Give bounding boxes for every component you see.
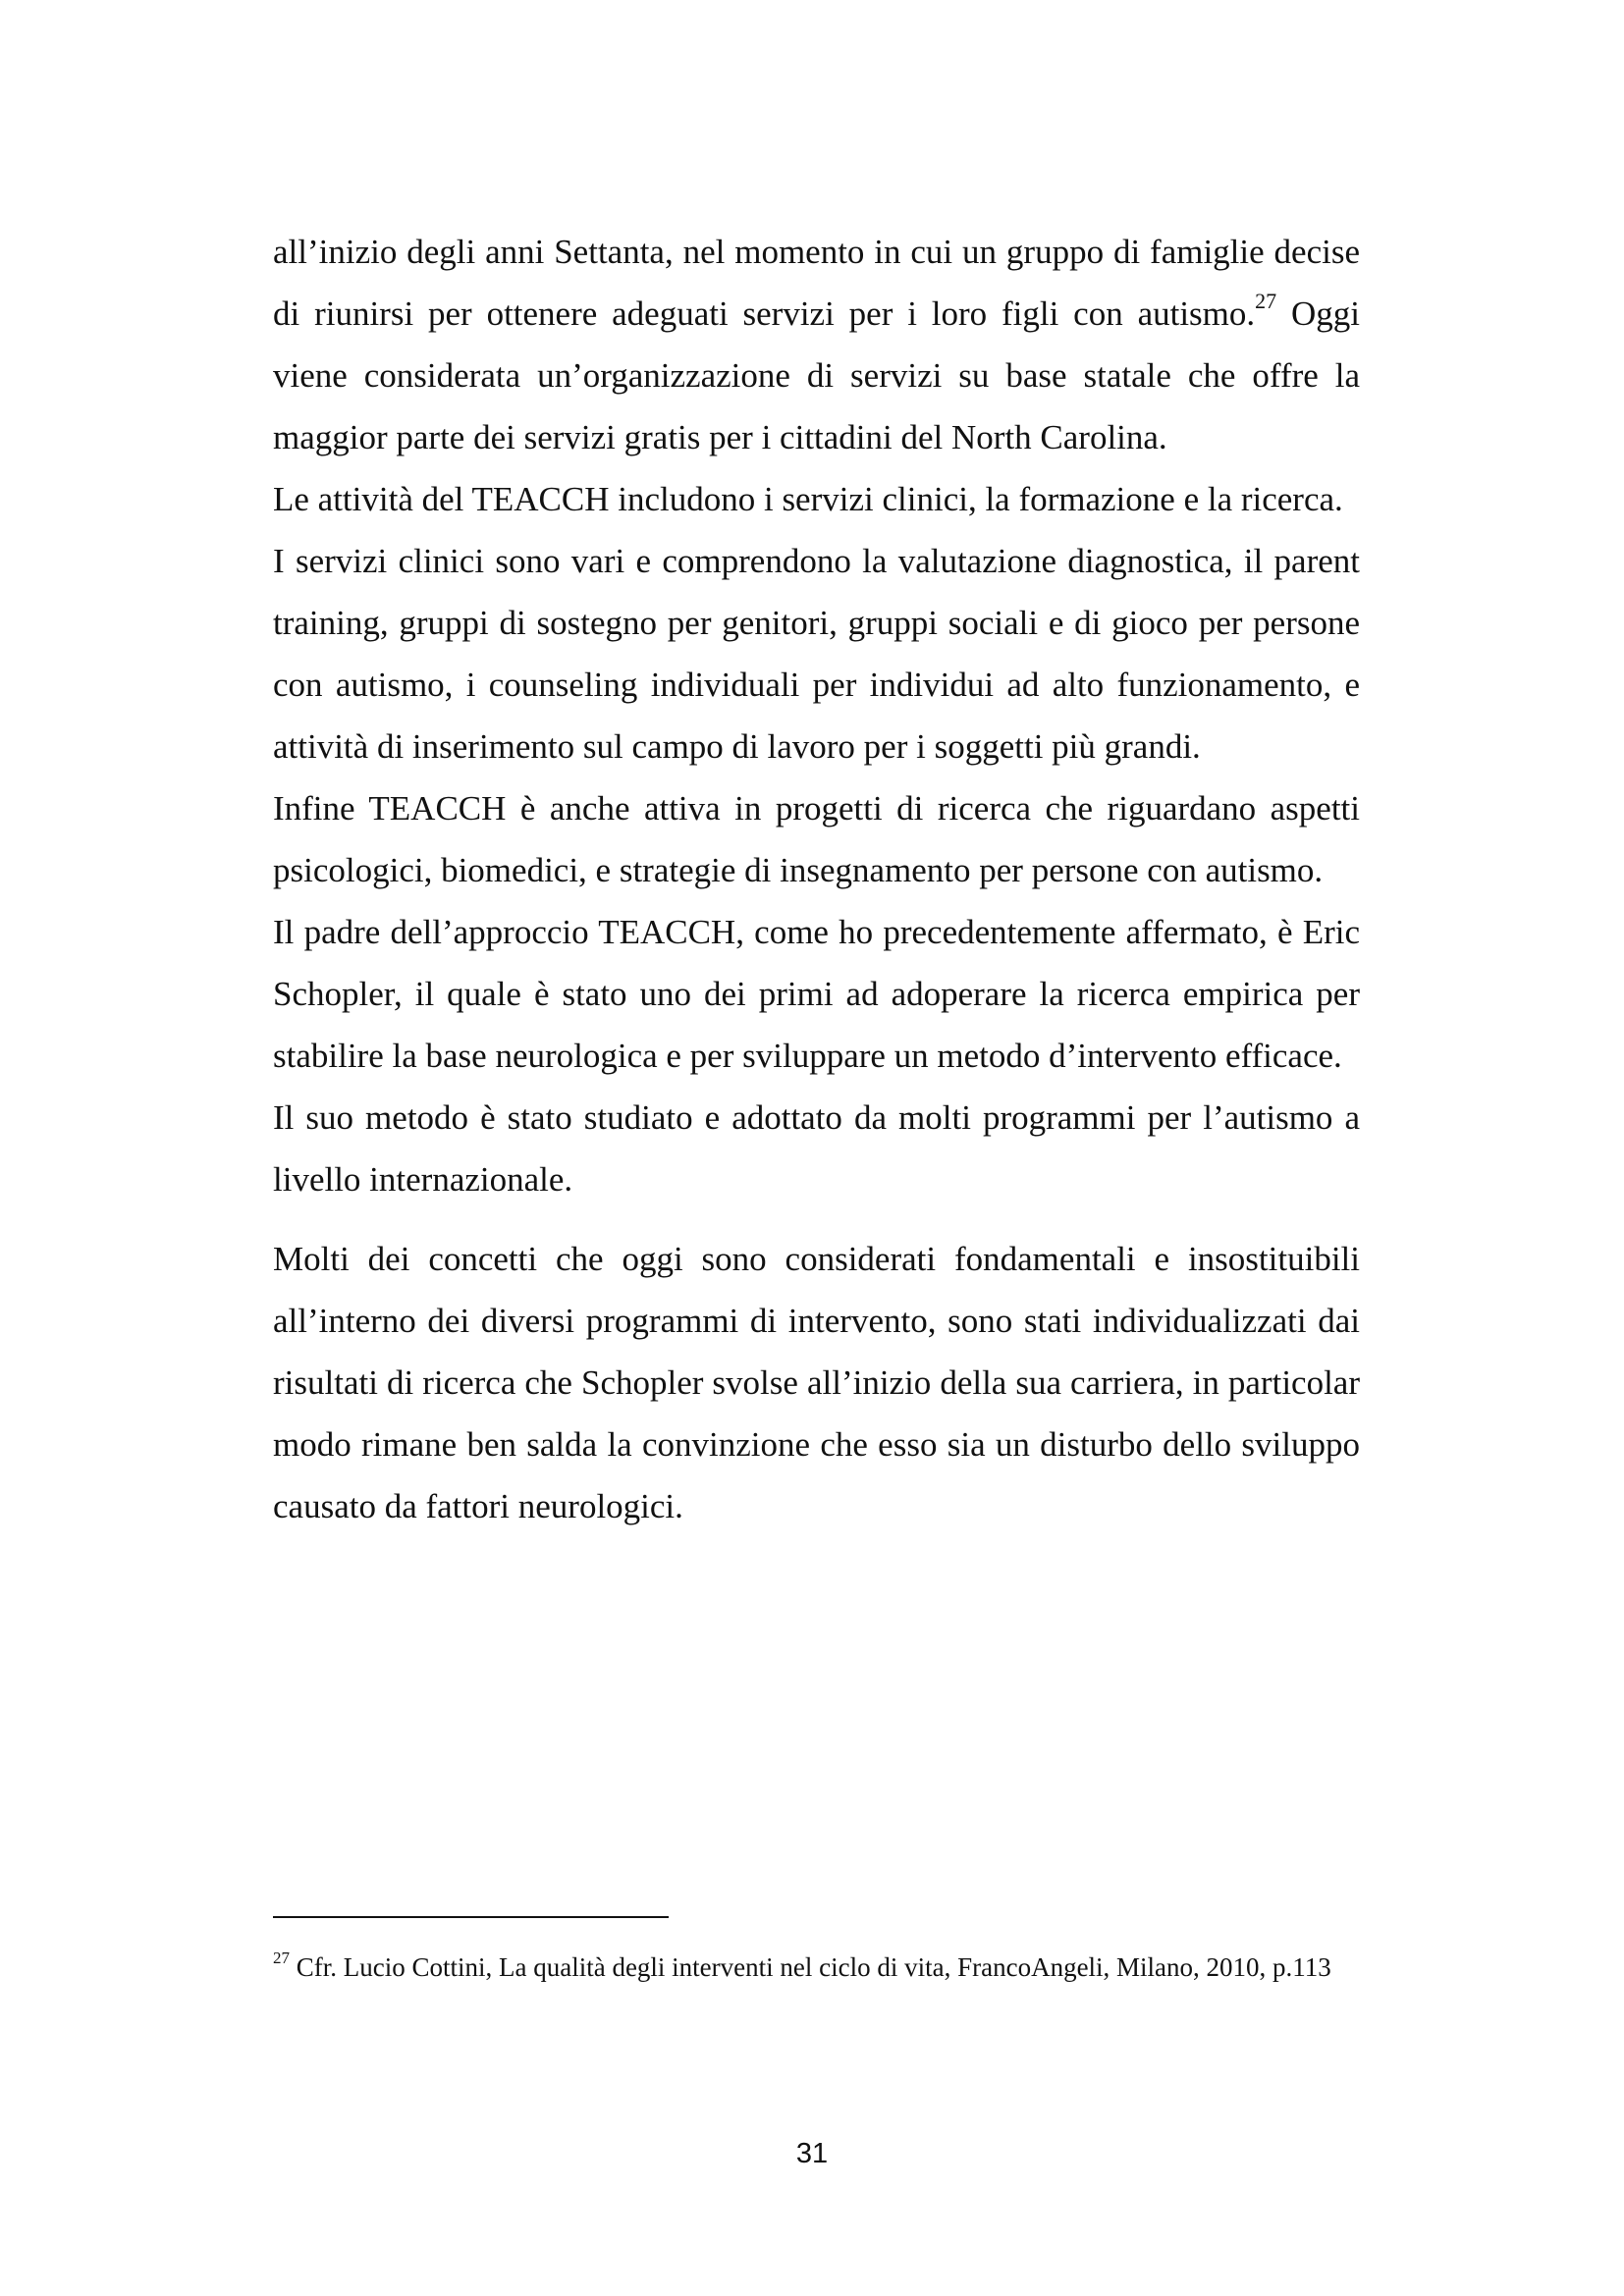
footnote-separator	[273, 1916, 669, 1918]
paragraph: Molti dei concetti che oggi sono considerati fondamentali e insostituibili all’interno dei diversi programmi di intervento, sono stati individualizzati dai risultati di ricerca che Schopler svolse all’inizio della sua carriera, in particolar modo rimane ben salda la convinzione che esso sia un disturbo dello sviluppo causato da fattori neurologici.	[273, 1240, 1360, 1525]
paragraph: Il padre dell’approccio TEACCH, come ho precedentemente affermato, è Eric Schopler, il quale è stato uno dei primi ad adoperare la ricerca empirica per stabilire la base neurologica e per sviluppare un metodo d’intervento efficace.	[273, 913, 1360, 1075]
page-number: 31	[795, 2138, 829, 2169]
paragraph: Il suo metodo è stato studiato e adottato da molti programmi per l’autismo a livello internazionale.	[273, 1098, 1360, 1199]
footnote-reference: 27	[1255, 289, 1277, 314]
footnote-number: 27	[273, 1949, 290, 1967]
body-text	[273, 221, 1360, 1537]
paragraph-text-continued: Oggi viene considerata un’organizzazione di servizi su base statale che offre la maggior parte dei servizi gratis per i cittadini del North Carolina.	[273, 294, 1361, 456]
paragraph-text: all’inizio degli anni Settanta, nel momento in cui un gruppo di famiglie decise di riunirsi per ottenere adeguati servizi per i loro figli con autismo.	[273, 233, 1360, 333]
paragraph: Le attività del TEACCH includono i servizi clinici, la formazione e la ricerca.	[273, 480, 1343, 518]
paragraph: Infine TEACCH è anche attiva in progetti di ricerca che riguardano aspetti psicologici, biomedici, e strategie di insegnamento per persone con autismo.	[273, 789, 1360, 889]
paragraph: I servizi clinici sono vari e comprendono la valutazione diagnostica, il parent training, gruppi di sostegno per genitori, gruppi sociali e di gioco per persone con autismo, i counseling individuali per individui ad alto funzionamento, e attività di inserimento sul campo di lavoro per i soggetti più grandi.	[273, 542, 1360, 766]
footnote	[273, 1942, 1360, 1993]
footnote-text: Cfr. Lucio Cottini, La qualità degli interventi nel ciclo di vita, FrancoAngeli, Milano, 2010, p.113	[290, 1952, 1331, 1982]
paragraph	[273, 221, 1360, 468]
